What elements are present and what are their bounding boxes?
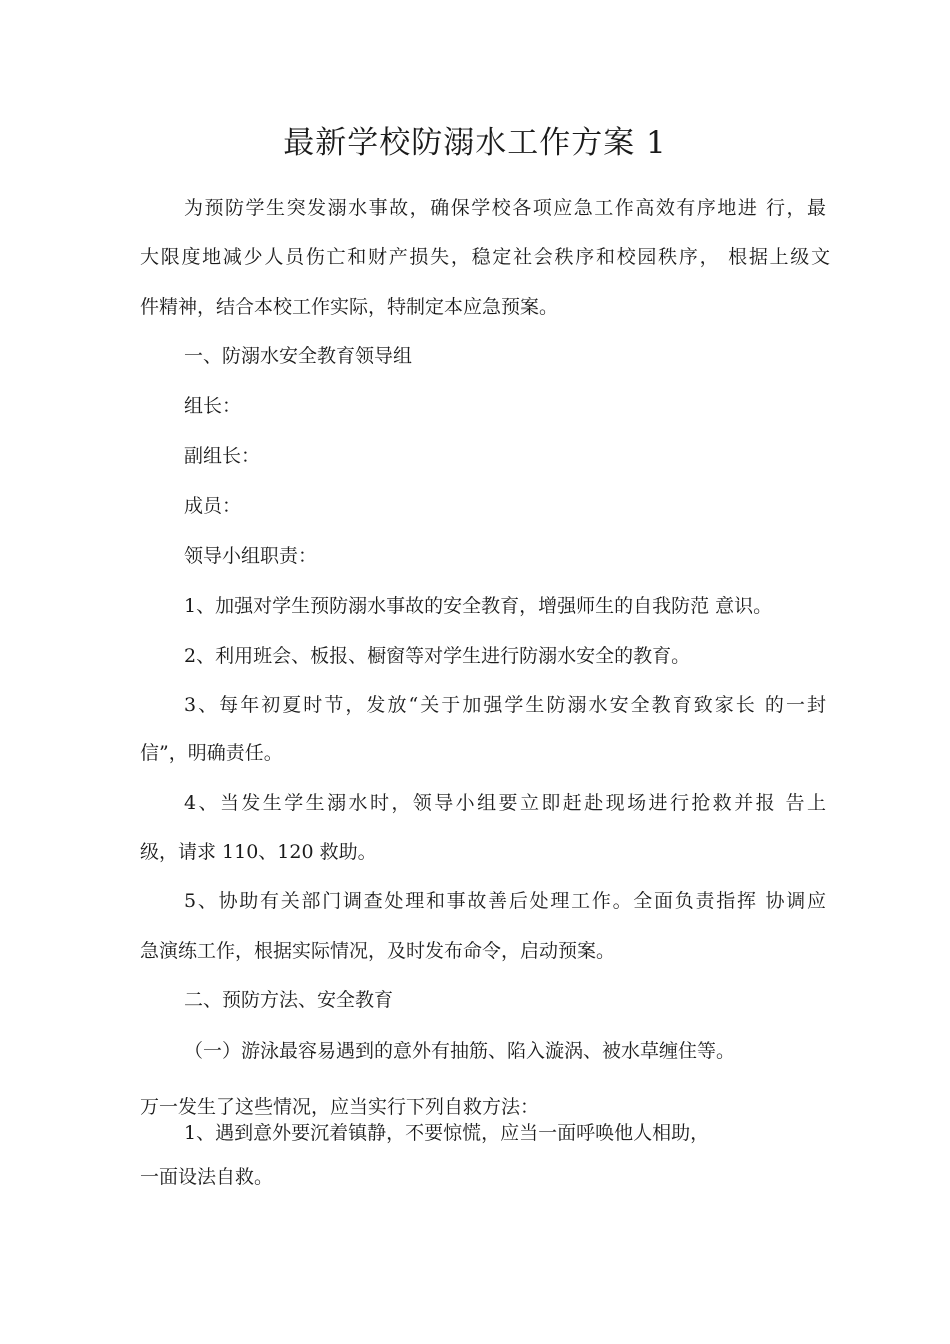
list-item: 1、遇到意外要沉着镇静，不要惊慌，应当一面呼唤他人相助， — [184, 1122, 710, 1144]
duty-item: 1、加强对学生预防溺水事故的安全教育，增强师生的自我防范 意识。 — [184, 595, 773, 617]
document-title: 最新学校防溺水工作方案 1 — [283, 125, 667, 161]
duty-item: 2、利用班会、板报、橱窗等对学生进行防溺水安全的教育。 — [184, 645, 691, 667]
paragraph-line: 万一发生了这些情况，应当实行下列自救方法： — [140, 1096, 540, 1118]
duty-item-continuation: 信”，明确责任。 — [140, 742, 283, 764]
field-label-deputy-leader: 副组长： — [184, 445, 261, 467]
paragraph-line: 件精神，结合本校工作实际，特制定本应急预案。 — [140, 296, 559, 318]
field-label-members: 成员： — [184, 495, 242, 517]
paragraph-line: 为预防学生突发溺水事故，确保学校各项应急工作高效有序地进 行，最 — [184, 197, 826, 219]
list-item-continuation: 一面设法自救。 — [140, 1166, 274, 1188]
section-heading: 二、预防方法、安全教育 — [184, 989, 394, 1011]
subheading-duties: 领导小组职责： — [184, 545, 318, 567]
paragraph-line: 大限度地减少人员伤亡和财产损失，稳定社会秩序和校园秩序， 根据上级文 — [140, 246, 830, 268]
paragraph-line: （一）游泳最容易遇到的意外有抽筋、陷入漩涡、被水草缠住等。 — [184, 1040, 736, 1062]
duty-item: 3、每年初夏时节，发放“关于加强学生防溺水安全教育致家长 的一封 — [184, 694, 826, 716]
section-heading: 一、防溺水安全教育领导组 — [184, 345, 413, 367]
duty-item-continuation: 级，请求 110、120 救助。 — [140, 841, 377, 863]
field-label-leader: 组长： — [184, 395, 242, 417]
duty-item-continuation: 急演练工作，根据实际情况，及时发布命令，启动预案。 — [140, 940, 616, 962]
duty-item: 4、当发生学生溺水时，领导小组要立即赶赴现场进行抢救并报 告上 — [184, 792, 826, 814]
duty-item: 5、协助有关部门调查处理和事故善后处理工作。全面负责指挥 协调应 — [184, 890, 826, 912]
